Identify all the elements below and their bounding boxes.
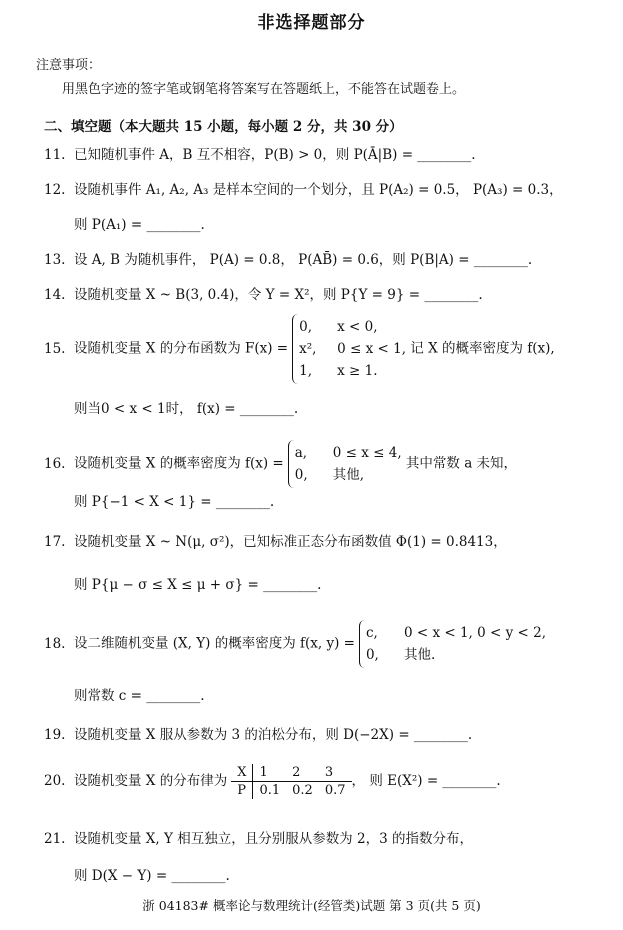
table-cell: P	[231, 782, 253, 800]
question-number: 19.	[44, 727, 66, 743]
notice-text: 用黑色字迹的签字笔或钢笔将答案写在答题纸上，不能答在试题卷上。	[62, 82, 466, 97]
table-cell: 3	[324, 765, 334, 780]
question-21-continuation: 则 D(X − Y) = ________.	[74, 868, 230, 884]
question-16-continuation: 则 P{−1 < X < 1} = ________.	[74, 494, 275, 510]
question-15	[44, 314, 555, 384]
question-text: 设随机变量 X 服从参数为 3 的泊松分布，则 D(−2X) = ________.	[74, 727, 473, 743]
section-heading: 二、填空题（本大题共 15 小题，每小题 2 分，共 30 分）	[44, 119, 403, 135]
question-text-tail: 其中常数 a 未知，	[405, 455, 518, 472]
question-14	[44, 283, 483, 303]
page-footer: 浙 04183# 概率论与数理统计(经管类)试题 第 3 页(共 5 页)	[142, 898, 481, 913]
question-17	[44, 530, 507, 550]
question-number: 15.	[44, 340, 66, 357]
question-text: 设二维随机变量 (X, Y) 的概率密度为 f(x, y) =	[74, 635, 355, 652]
case-row: a, 0 ≤ x ≤ 4,	[294, 445, 402, 461]
page-title: 非选择题部分	[257, 13, 366, 33]
question-11	[44, 143, 476, 163]
question-number: 13.	[44, 252, 66, 268]
question-text: 设随机变量 X ~ N(μ, σ²)，已知标准正态分布函数值 Φ(1) = 0.8413，	[74, 534, 507, 550]
question-16	[44, 440, 517, 488]
question-text-tail: ， 则 E(X²) = ________.	[351, 773, 501, 789]
question-text: 设随机变量 X 的分布函数为 F(x) =	[74, 340, 289, 357]
case-row: 0, 其他.	[365, 647, 436, 663]
piecewise-function	[288, 440, 402, 488]
question-12	[44, 178, 563, 198]
question-19	[44, 723, 472, 743]
piecewise-function	[292, 314, 406, 384]
question-text-tail: 记 X 的概率密度为 f(x),	[410, 340, 555, 357]
table-cell: 0.2	[286, 782, 319, 800]
case-row: 0, x < 0,	[299, 319, 378, 335]
table-cell: X	[231, 764, 253, 782]
question-number: 17.	[44, 534, 66, 550]
question-number: 12.	[44, 182, 66, 198]
question-number: 11.	[44, 147, 66, 163]
question-text: 设随机变量 X 的概率密度为 f(x) =	[74, 455, 284, 472]
question-number: 18.	[44, 635, 66, 652]
question-17-continuation: 则 P{μ − σ ≤ X ≤ μ + σ} = ________.	[74, 577, 322, 593]
question-text: 设随机变量 X, Y 相互独立，且分别服从参数为 2，3 的指数分布，	[74, 831, 473, 847]
question-number: 21.	[44, 831, 66, 847]
table-cell: 0.7	[319, 782, 352, 800]
question-21	[44, 827, 473, 847]
question-number: 16.	[44, 455, 66, 472]
case-row: c, 0 < x < 1, 0 < y < 2,	[365, 625, 547, 641]
case-row: 0, 其他,	[294, 467, 365, 483]
case-row: x², 0 ≤ x < 1,	[299, 341, 406, 357]
question-text: 设随机变量 X ~ B(3, 0.4)，令 Y = X²，则 P{Y = 9} = ________.	[74, 287, 483, 303]
question-number: 20.	[44, 773, 66, 789]
question-13	[44, 248, 532, 268]
question-12-continuation: 则 P(A₁) = ________.	[74, 217, 205, 233]
question-text: 设随机变量 X 的分布律为	[74, 773, 228, 789]
question-15-continuation: 则当0 < x < 1时， f(x) = ________.	[74, 401, 299, 417]
notice-heading: 注意事项：	[36, 58, 102, 73]
question-number: 14.	[44, 287, 66, 303]
distribution-table	[231, 764, 351, 799]
case-row: 1, x ≥ 1.	[299, 363, 378, 379]
question-18	[44, 620, 546, 668]
question-text: 设随机事件 A₁, A₂, A₃ 是样本空间的一个划分，且 P(A₂) = 0.5， P(A₃) = 0.3，	[74, 182, 563, 198]
question-20	[44, 764, 501, 799]
table-cell: 1	[259, 765, 268, 780]
question-text: 设 A, B 为随机事件， P(A) = 0.8， P(AB̄) = 0.6，则 P(B|A) = ________.	[74, 252, 533, 268]
question-text: 已知随机事件 A，B 互不相容，P(B) > 0，则 P(Ā|B) = ________.	[74, 147, 476, 163]
question-18-continuation: 则常数 c = ________.	[74, 688, 205, 704]
table-cell: 0.1	[253, 782, 286, 800]
table-cell: 2	[292, 765, 301, 780]
piecewise-function	[359, 620, 546, 668]
